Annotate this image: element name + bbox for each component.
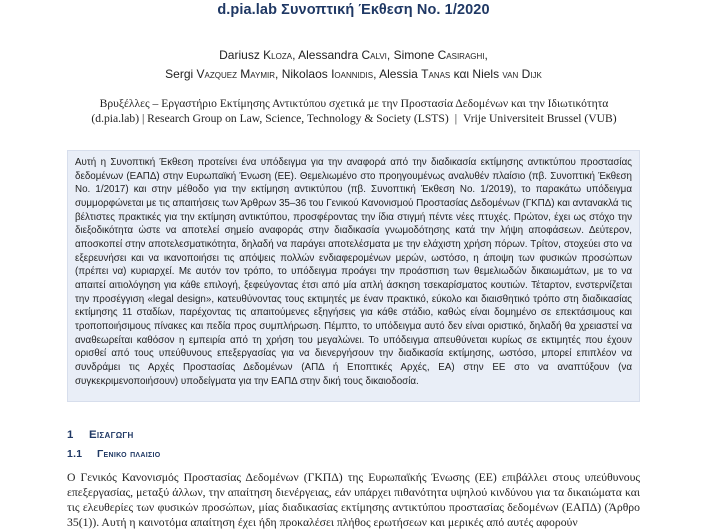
- subsection-title: Γενικο πλαισιο: [97, 449, 161, 460]
- author-name: Alessandra Calvi: [298, 48, 387, 62]
- report-title: d.pia.lab Συνοπτική Έκθεση No. 1/2020: [217, 2, 490, 18]
- author-name: Dariusz Kloza: [219, 48, 293, 62]
- author-name: Alessia Tanas: [379, 67, 451, 81]
- author-name: Sergi Vazquez Maymir: [165, 67, 276, 81]
- abstract-box: Αυτή η Συνοπτική Έκθεση προτείνει ένα υπόδειγμα για την αναφορά από την διαδικασία εκτίμησης αντικτύπου προστασίας δεδομένων (ΕΑΠΔ) στην Ευρωπαϊκή Ένωση (ΕΕ). Θεμελιωμένο στο προηγουμένως αναλυθέν πλαίσιο (πβ. Συνοπτική Έκθεση No. 1/2017) και στην μέθοδο για την εκτίμηση αντικτύπου (πβ. Συνοπτική Έκθεση No. 1/2019), το παρακάτω υπόδειγμα συμμορφώνεται με τις απαιτήσεις των Άρθρων 35–36 του Γενικού Κανονισμού Προστασίας Δεδομένων (ΓΚΠΔ) και αντανακλά τις βέλτιστες πρακτικές για την εκτίμηση αντικτύπου, προσφέροντας την ίδια στιγμή πέντε νέες πτυχές. Πρώτον, έχει ως στόχο την διεξοδικότητα ώστε να αποτελεί σημείο αναφοράς στην διαδικασία γνωμοδότησης κατά την λήψη αποφάσεων. Δεύτερον, αποσκοπεί στην αποτελεσματικότητα, δηλαδή να παράγει αποτελέσματα με την ελάχιστη χρήση πόρων. Τρίτον, στοχεύει στο να εξερευνήσει και να ικανοποιήσει τις απόψεις πολλών ενδιαφερομένων μερών, ωστόσο, η άποψη των φυσικών προσώπων (πρέπει να) κυριαρχεί. Με αυτόν τον τρόπο, το υπόδειγμα προάγει την προάσπιση των θεμελιωδών δικαιωμάτων, με το να απαιτεί αιτιολόγηση για κάθε επιλογή, ξεφεύγοντας έτσι από μία απλή άσκηση τσεκαρίσματος κουτιών. Τέταρτον, ενστερνίζεται την προσέγγιση «legal design», κατευθύνοντας τους εκτιμητές με έναν πρακτικό, εύκολο και διαισθητικό τρόπο στη διαδικασίας εκτίμησης 11 σταδίων, παρέχοντας τις απαιτούμενες εξηγήσεις για κάθε στάδιο, καθώς είναι δομημένο σε επεκτάσιμους και τροποποιήσιμους πίνακες και πεδία προς συμπλήρωση. Πέμπτο, το υπόδειγμα αυτό δεν είναι οριστικό, δηλαδή θα χρειαστεί να αναθεωρείται καθόσον η εμπειρία από τη χρήση του μεγαλώνει. Το υπόδειγμα απευθύνεται κυρίως σε εκτιμητές που έχουν ορισθεί από τους υπεύθυνους επεξεργασίας για να διενεργήσουν την διαδικασία εκτίμησης, ωστόσο, μπορεί επιπλέον να συνδράμει τις Αρχές Προστασίας Δεδομένων (ΑΠΔ ή Εποπτικές Αρχές, ΕΑ) στην ΕΕ στο να αναπτύξουν (να συγκεκριμενοποιήσουν) υποδείγματα για την ΕΑΠΔ στην δική τους δικαιοδοσία.: [67, 150, 640, 402]
- affiliation-line-1: Βρυξέλλες – Εργαστήριο Εκτίμησης Αντικτύπου σχετικά με την Προστασία Δεδομένων και την Ιδιωτικότητα: [99, 97, 609, 110]
- author-line-1: Dariusz Kloza, Alessandra Calvi, Simone Casiraghi,: [219, 48, 488, 62]
- author-name: Simone Casiraghi: [393, 48, 485, 62]
- subsection-number: 1.1: [67, 449, 83, 460]
- author-list: [0, 46, 707, 84]
- section-heading: [67, 429, 134, 441]
- subsection-heading: [67, 449, 161, 460]
- affiliation-line-2: (d.pia.lab) | Research Group on Law, Science, Technology & Society (LSTS) | Vrije Universiteit Brussel (VUB): [91, 112, 617, 125]
- body-paragraph: Ο Γενικός Κανονισμός Προστασίας Δεδομένων (ΓΚΠΔ) της Ευρωπαϊκής Ένωσης (ΕΕ) επιβάλλει στους υπεύθυνους επεξεργασίας, μεταξύ άλλων, την απαίτηση διενέργειας, εάν υπάρχει πιθανότητα υψηλού κινδύνου για τα δικαιώματα και τις ελευθερίες των φυσικών προσώπων, μίας διαδικασίας εκτίμησης αντικτύπου προστασίας δεδομένων (ΕΑΠΔ) (Άρθρο 35(1)). Αυτή η καινοτόμα απαίτηση έχει ήδη προκαλέσει πλήθος ερωτήσεων και μερικές από αυτές αφορούν: [67, 471, 640, 529]
- author-line-2: Sergi Vazquez Maymir, Nikolaos Ioannidis, Alessia Tanas και Niels van Dijk: [165, 67, 542, 81]
- section-number: 1: [67, 429, 74, 441]
- section-title: Εισαγωγη: [89, 429, 134, 441]
- affiliation: [70, 96, 638, 126]
- author-name: Nikolaos Ioannidis: [281, 67, 374, 81]
- author-name: Niels van Dijk: [472, 67, 542, 81]
